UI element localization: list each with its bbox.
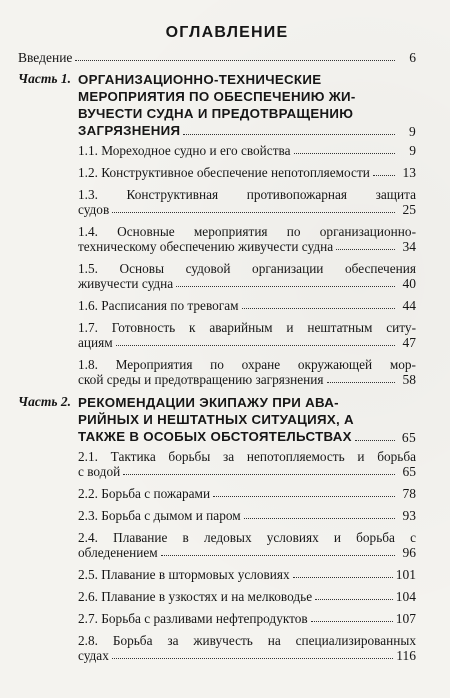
toc-page-number: 65 [402, 464, 416, 479]
toc-entry-last-line [78, 611, 416, 626]
toc-page-number: 101 [395, 567, 416, 582]
dot-leader [327, 382, 395, 383]
part-title-line: ВУЧЕСТИ СУДНА И ПРЕДОТВРАЩЕНИЮ [78, 106, 354, 121]
toc-entry-first-line: 1.7. Готовность к аварийным и нештатным ситу- [78, 320, 416, 335]
toc-page-number: 107 [395, 611, 416, 626]
toc-entry-text: судах [78, 648, 109, 663]
toc-entry-first-line: 1.4. Основные мероприятия по организационно- [78, 224, 416, 239]
toc-entry-first-line: 2.8. Борьба за живучесть на специализированных [78, 633, 416, 648]
dot-leader [112, 212, 395, 213]
dot-leader [176, 286, 395, 287]
part-title-line: ТАКЖЕ В ОСОБЫХ ОБСТОЯТЕЛЬСТВАХ [78, 429, 352, 444]
toc-parts [18, 71, 416, 663]
toc-entry-text: 2.6. Плавание в узкостях и на мелководье [78, 589, 313, 604]
part-title-line: ЗАГРЯЗНЕНИЯ [78, 123, 181, 138]
toc-part-heading[interactable] [18, 394, 416, 445]
toc-entry[interactable] [18, 143, 416, 158]
toc-page-number: 40 [402, 276, 416, 291]
toc-entry-text: 1.2. Конструктивное обеспечение непотопляемости [78, 165, 370, 180]
toc-entry-text: ациям [78, 335, 113, 350]
toc-entry-last-line [78, 276, 416, 291]
toc-entry-last-line [78, 202, 416, 217]
part-label: Часть 1. [18, 71, 72, 86]
page-title: ОГЛАВЛЕНИЕ [165, 24, 289, 41]
dot-leader [213, 496, 395, 497]
toc-page-number: 25 [402, 202, 416, 217]
toc-page-number: 34 [402, 239, 416, 254]
toc-entry-first-line: 1.3. Конструктивная противопожарная защита [78, 187, 416, 202]
dot-leader [242, 308, 395, 309]
toc-entry-last-line [78, 589, 416, 604]
dot-leader [75, 60, 395, 61]
toc-entry-label: Введение [18, 50, 73, 65]
toc-entry-text: судов [78, 202, 110, 217]
toc-entry-first-line: 1.5. Основы судовой организации обеспечения [78, 261, 416, 276]
toc-entry-text: ской среды и предотвращению загрязнения [78, 372, 324, 387]
toc-entry-text: 2.2. Борьба с пожарами [78, 486, 211, 501]
dot-leader [294, 153, 395, 154]
toc-entry[interactable] [18, 449, 416, 479]
dot-leader [183, 134, 395, 135]
toc-page-number: 104 [395, 589, 416, 604]
toc-entry-text: 2.7. Борьба с разливами нефтепродуктов [78, 611, 308, 626]
part-title [78, 394, 416, 445]
toc-entry-last-line [78, 239, 416, 254]
toc-entry[interactable] [18, 165, 416, 180]
toc-entry-text: 2.3. Борьба с дымом и паром [78, 508, 241, 523]
toc-entry-text: 1.6. Расписания по тревогам [78, 298, 239, 313]
toc-entry[interactable] [18, 508, 416, 523]
toc-entry[interactable] [18, 530, 416, 560]
toc-entry[interactable] [18, 633, 416, 663]
dot-leader [315, 599, 393, 600]
toc-entry-intro[interactable] [18, 50, 416, 65]
toc-entry[interactable] [18, 611, 416, 626]
toc-entry[interactable] [18, 320, 416, 350]
toc-entry-last-line [78, 372, 416, 387]
toc-entry-last-line [78, 335, 416, 350]
part-label: Часть 2. [18, 394, 72, 409]
part-title-last-line [78, 428, 416, 445]
toc-page-number: 93 [402, 508, 416, 523]
toc-entry-last-line [78, 508, 416, 523]
toc-entry[interactable] [18, 567, 416, 582]
part-title-line: ОРГАНИЗАЦИОННО-ТЕХНИЧЕСКИЕ [78, 72, 322, 87]
toc-entry-text: живучести судна [78, 276, 174, 291]
toc-entry[interactable] [18, 261, 416, 291]
toc-entry[interactable] [18, 187, 416, 217]
toc-part-heading[interactable] [18, 71, 416, 139]
toc-entry-text: с водой [78, 464, 121, 479]
toc-page-number: 6 [409, 50, 416, 65]
part-title-line: РИЙНЫХ И НЕШТАТНЫХ СИТУАЦИЯХ, А [78, 412, 354, 427]
toc-entry-first-line: 1.8. Мероприятия по охране окружающей мор- [78, 357, 416, 372]
dot-leader [336, 249, 395, 250]
toc-entry-last-line [78, 486, 416, 501]
toc-entry[interactable] [18, 486, 416, 501]
dot-leader [355, 440, 395, 441]
part-title [78, 71, 416, 139]
toc-entry-last-line [78, 567, 416, 582]
toc-page-number: 116 [396, 648, 416, 663]
dot-leader [311, 621, 393, 622]
toc-page-number: 58 [402, 372, 416, 387]
toc-entry-last-line [78, 165, 416, 180]
toc-entry-last-line [78, 298, 416, 313]
toc-page-number: 96 [402, 545, 416, 560]
toc-page-number: 47 [402, 335, 416, 350]
toc-entry-text: обледенением [78, 545, 158, 560]
toc-entry[interactable] [18, 589, 416, 604]
part-title-line: МЕРОПРИЯТИЯ ПО ОБЕСПЕЧЕНИЮ ЖИ- [78, 89, 356, 104]
toc-entry-text: 2.5. Плавание в штормовых условиях [78, 567, 290, 582]
toc-page-number: 9 [408, 124, 416, 139]
dot-leader [244, 518, 395, 519]
dot-leader [123, 474, 395, 475]
dot-leader [116, 345, 395, 346]
toc-entry-last-line [78, 648, 416, 663]
toc-entry-text: техническому обеспечению живучести судна [78, 239, 334, 254]
toc-entry-last-line [78, 143, 416, 158]
dot-leader [112, 658, 393, 659]
toc-page-number: 65 [401, 430, 416, 445]
toc-entry-first-line: 2.1. Тактика борьбы за непотопляемость и борьба [78, 449, 416, 464]
toc-entry[interactable] [18, 298, 416, 313]
toc-entry-last-line [78, 464, 416, 479]
toc-page-number: 9 [409, 143, 416, 158]
toc-entry-first-line: 2.4. Плавание в ледовых условиях и борьба с [78, 530, 416, 545]
toc-entry-last-line [78, 545, 416, 560]
toc-entry[interactable] [18, 224, 416, 254]
dot-leader [373, 175, 395, 176]
toc-page-number: 13 [402, 165, 416, 180]
toc-entry[interactable] [18, 357, 416, 387]
part-title-line: РЕКОМЕНДАЦИИ ЭКИПАЖУ ПРИ АВА- [78, 395, 339, 410]
toc-entry-text: 1.1. Мореходное судно и его свойства [78, 143, 291, 158]
dot-leader [161, 555, 395, 556]
toc-page-number: 78 [402, 486, 416, 501]
toc-page-number: 44 [402, 298, 416, 313]
dot-leader [293, 577, 393, 578]
part-title-last-line [78, 122, 416, 139]
